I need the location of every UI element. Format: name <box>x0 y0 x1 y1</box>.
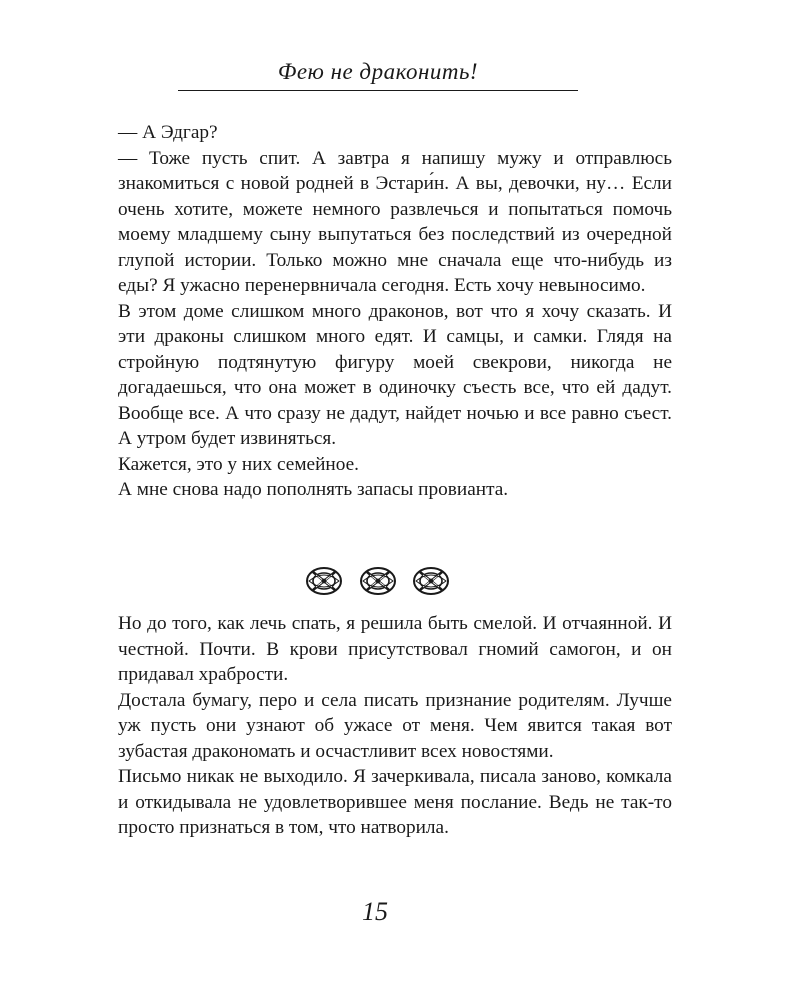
header-title: Фею не драконить! <box>277 59 479 84</box>
paragraph: А мне снова надо пополнять запасы провианта. <box>118 479 509 500</box>
paragraph: Кажется, это у них семейное. <box>118 453 359 475</box>
paragraph: В этом доме слишком много драконов, вот что я хочу сказать. И эти драконы слишком много едят. И самцы, и самки. Глядя на стройную подтянутую фигуру моей свекрови, никогда не догадаешься, что она может в одиночку съесть все, что ей дадут. Вообще все. А что сразу не дадут, найдет ночью и все равно съест. А утром будет извиняться. <box>118 300 672 449</box>
paragraph: Достала бумагу, перо и села писать признание родителям. Лучше уж пусть они узнают об ужасе от меня. Чем явится такая вот зубастая дракономать и осчастливит всех новостями. <box>118 689 672 762</box>
running-header <box>178 58 578 91</box>
section-divider <box>305 563 450 599</box>
paragraph: — Тоже пусть спит. А завтра я напишу мужу и отправлюсь знакомиться с новой родней в Эстари́н. А вы, девочки, ну… Если очень хотите, можете немного развлечься и попытаться помочь моему младшему сыну выпутаться без последствий из очередной глупой истории. Только можно мне сначала еще что-нибудь из еды? Я ужасно перенервничала сегодня. Есть хочу невыносимо. <box>118 147 672 296</box>
paragraph: Но до того, как лечь спать, я решила быть смелой. И отчаянной. И честной. Почти. В крови присутствовал гномий самогон, и он придавал храбрости. <box>118 613 672 685</box>
celtic-knot-icon <box>359 565 397 597</box>
celtic-knot-icon <box>305 565 343 597</box>
text-block-bottom <box>118 611 672 841</box>
celtic-knot-icon <box>412 565 450 597</box>
paragraph: — А Эдгар? <box>118 122 218 143</box>
page-number: 15 <box>362 897 388 926</box>
paragraph: Письмо никак не выходило. Я зачеркивала, писала заново, комкала и откидывала не удовлетворившее меня послание. Ведь не так-то просто признаться в том, что натворила. <box>118 766 672 838</box>
text-block-top <box>118 120 672 503</box>
header-rule <box>178 90 578 91</box>
